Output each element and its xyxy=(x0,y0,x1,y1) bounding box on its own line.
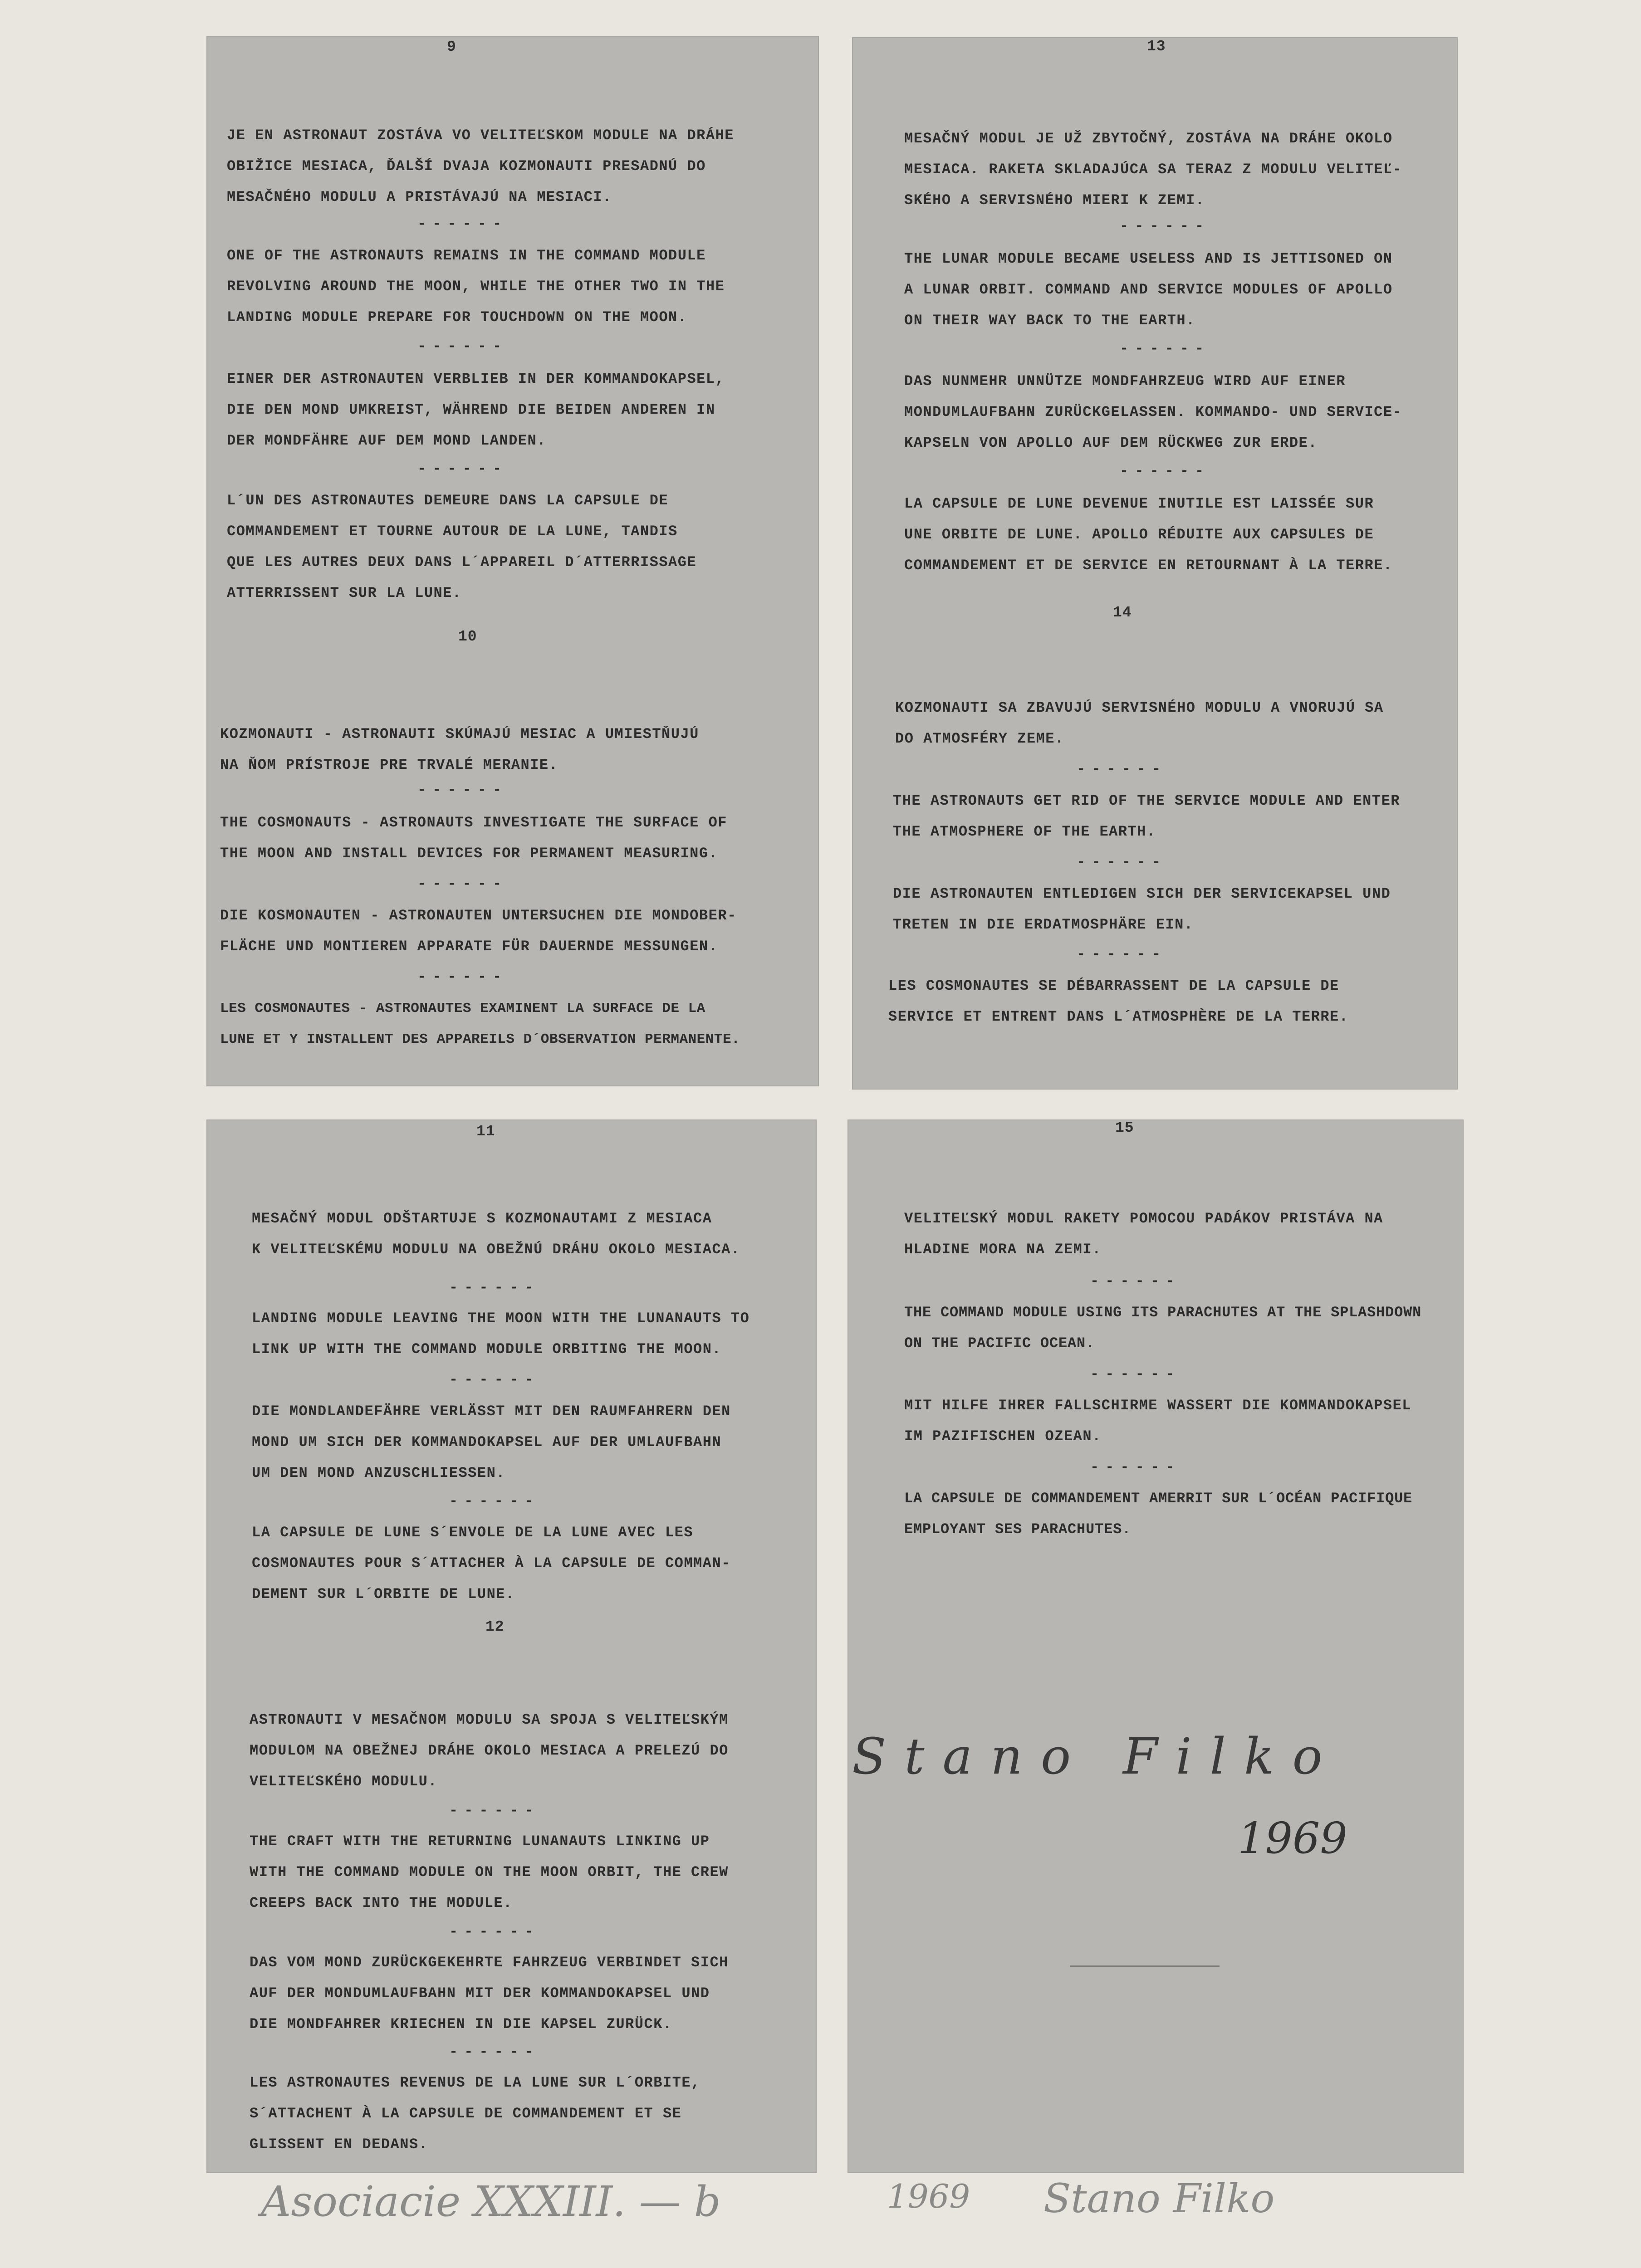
page-number-15: 15 xyxy=(1115,1119,1134,1136)
separator: ------ xyxy=(1120,218,1210,235)
inscription-signature: Stano Filko xyxy=(1043,2175,1275,2222)
paragraph-french-10: LES COSMONAUTES - ASTRONAUTES EXAMINENT LA SURFACE DE LA LUNE ET Y INSTALLENT DES APPAREILS D´OBSERVATION PERMANENTE. xyxy=(220,1001,740,1047)
separator: ------ xyxy=(417,968,508,985)
separator: ------ xyxy=(1077,854,1167,870)
paragraph-german-10: DIE KOSMONAUTEN - ASTRONAUTEN UNTERSUCHEN DIE MONDOBER- FLÄCHE UND MONTIEREN APPARATE FÜR DAUERNDE MESSUNGEN. xyxy=(220,907,737,955)
page-number-9: 9 xyxy=(447,39,456,55)
paragraph-german-14: DIE ASTRONAUTEN ENTLEDIGEN SICH DER SERVICEKAPSEL UND TRETEN IN DIE ERDATMOSPHÄRE EIN. xyxy=(893,885,1391,933)
separator: ------ xyxy=(417,338,508,355)
paragraph-french-14: LES COSMONAUTES SE DÉBARRASSENT DE LA CAPSULE DE SERVICE ET ENTRENT DANS L´ATMOSPHÈRE DE LA TERRE. xyxy=(888,978,1349,1025)
paragraph-english-15: THE COMMAND MODULE USING ITS PARACHUTES AT THE SPLASHDOWN ON THE PACIFIC OCEAN. xyxy=(904,1304,1422,1352)
separator: ------ xyxy=(1077,946,1167,963)
paragraph-english-14: THE ASTRONAUTS GET RID OF THE SERVICE MODULE AND ENTER THE ATMOSPHERE OF THE EARTH. xyxy=(893,792,1400,840)
paragraph-slovak-9: JE EN ASTRONAUT ZOSTÁVA VO VELITEĽSKOM MODULE NA DRÁHE OBIŽICE MESIACA, ĎALŠÍ DVAJA KOZMONAUTI PRESADNÚ DO MESAČNÉHO MODULU A PRISTÁVAJÚ NA MESIACI. xyxy=(227,127,734,205)
separator: ------ xyxy=(417,460,508,477)
paragraph-slovak-14: KOZMONAUTI SA ZBAVUJÚ SERVISNÉHO MODULU A VNORUJÚ SA DO ATMOSFÉRY ZEME. xyxy=(895,699,1384,747)
paragraph-french-12: LES ASTRONAUTES REVENUS DE LA LUNE SUR L´ORBITE, S´ATTACHENT À LA CAPSULE DE COMMANDEMENT ET SE GLISSENT EN DEDANS. xyxy=(250,2074,700,2153)
paragraph-german-15: MIT HILFE IHRER FALLSCHIRME WASSERT DIE KOMMANDOKAPSEL IM PAZIFISCHEN OZEAN. xyxy=(904,1397,1411,1445)
separator: ------ xyxy=(417,215,508,232)
paragraph-slovak-10: KOZMONAUTI - ASTRONAUTI SKÚMAJÚ MESIAC A UMIESTŇUJÚ NA ŇOM PRÍSTROJE PRE TRVALÉ MERANIE. xyxy=(220,726,699,773)
separator: ------ xyxy=(1090,1459,1181,1476)
paragraph-english-13: THE LUNAR MODULE BECAME USELESS AND IS JETTISONED ON A LUNAR ORBIT. COMMAND AND SERVICE MODULES OF APOLLO ON THEIR WAY BACK TO THE EARTH. xyxy=(904,250,1393,329)
paragraph-english-9: ONE OF THE ASTRONAUTS REMAINS IN THE COMMAND MODULE REVOLVING AROUND THE MOON, WHILE THE OTHER TWO IN THE LANDING MODULE PREPARE FOR TOUCHDOWN ON THE MOON. xyxy=(227,247,725,326)
paragraph-english-12: THE CRAFT WITH THE RETURNING LUNANAUTS LINKING UP WITH THE COMMAND MODULE ON THE MOON ORBIT, THE CREW CREEPS BACK INTO THE MODULE. xyxy=(250,1833,729,1911)
paragraph-french-13: LA CAPSULE DE LUNE DEVENUE INUTILE EST LAISSÉE SUR UNE ORBITE DE LUNE. APOLLO RÉDUITE AUX CAPSULES DE COMMANDEMENT ET DE SERVICE EN RETOURNANT À LA TERRE. xyxy=(904,495,1393,574)
page-number-13: 13 xyxy=(1147,38,1166,55)
separator: ------ xyxy=(1120,340,1210,357)
paragraph-slovak-11: MESAČNÝ MODUL ODŠTARTUJE S KOZMONAUTAMI Z MESIACA K VELITEĽSKÉMU MODULU NA OBEŽNÚ DRÁHU OKOLO MESIACA. xyxy=(252,1210,740,1258)
paragraph-french-15: LA CAPSULE DE COMMANDEMENT AMERRIT SUR L´OCÉAN PACIFIQUE EMPLOYANT SES PARACHUTES. xyxy=(904,1490,1413,1538)
inscription-year: 1969 xyxy=(887,2177,970,2215)
separator: ------ xyxy=(449,1493,540,1510)
paragraph-french-9: L´UN DES ASTRONAUTES DEMEURE DANS LA CAPSULE DE COMMANDEMENT ET TOURNE AUTOUR DE LA LUNE, TANDIS QUE LES AUTRES DEUX DANS L´APPAREIL D´ATTERRISSAGE ATTERRISSENT SUR LA LUNE. xyxy=(227,492,697,601)
paragraph-english-11: LANDING MODULE LEAVING THE MOON WITH THE LUNANAUTS TO LINK UP WITH THE COMMAND MODULE ORBITING THE MOON. xyxy=(252,1310,750,1358)
separator: ------ xyxy=(417,782,508,798)
typed-sheet-15 xyxy=(847,1119,1464,2173)
page-number-14: 14 xyxy=(1113,604,1132,621)
separator: ------ xyxy=(417,875,508,892)
paragraph-french-11: LA CAPSULE DE LUNE S´ENVOLE DE LA LUNE AVEC LES COSMONAUTES POUR S´ATTACHER À LA CAPSULE DE COMMAN- DEMENT SUR L´ORBITE DE LUNE. xyxy=(252,1524,731,1603)
paragraph-slovak-12: ASTRONAUTI V MESAČNOM MODULU SA SPOJA S VELITEĽSKÝM MODULOM NA OBEŽNEJ DRÁHE OKOLO MESIACA A PRELEZÚ DO VELITEĽSKÉHO MODULU. xyxy=(250,1711,729,1790)
separator: ------ xyxy=(1120,463,1210,479)
separator: ------ xyxy=(449,1279,540,1296)
paragraph-slovak-13: MESAČNÝ MODUL JE UŽ ZBYTOČNÝ, ZOSTÁVA NA DRÁHE OKOLO MESIACA. RAKETA SKLADAJÚCA SA TERAZ Z MODULU VELITEĽ- SKÉHO A SERVISNÉHO MIERI K ZEMI. xyxy=(904,130,1402,209)
handwritten-signature: Stano Filko xyxy=(852,1727,1341,1785)
separator: ------ xyxy=(449,1923,540,1940)
separator: ------ xyxy=(449,2043,540,2060)
paragraph-german-9: EINER DER ASTRONAUTEN VERBLIEB IN DER KOMMANDOKAPSEL, DIE DEN MOND UMKREIST, WÄHREND DIE BEIDEN ANDEREN IN DER MONDFÄHRE AUF DEM MOND LANDEN. xyxy=(227,371,725,449)
handwritten-year: 1969 xyxy=(1238,1813,1347,1863)
paragraph-slovak-15: VELITEĽSKÝ MODUL RAKETY POMOCOU PADÁKOV PRISTÁVA NA HLADINE MORA NA ZEMI. xyxy=(904,1210,1383,1258)
pencil-line xyxy=(1070,1965,1220,1967)
typed-sheet-13-14 xyxy=(852,37,1458,1090)
typed-sheet-9-10 xyxy=(206,36,819,1086)
inscription-title: Asociacie XXXIII. — b xyxy=(261,2177,721,2226)
page-number-10: 10 xyxy=(458,628,477,645)
paragraph-german-11: DIE MONDLANDEFÄHRE VERLÄSST MIT DEN RAUMFAHRERN DEN MOND UM SICH DER KOMMANDOKAPSEL AUF DER UMLAUFBAHN UM DEN MOND ANZUSCHLIESSEN. xyxy=(252,1403,731,1481)
paragraph-german-13: DAS NUNMEHR UNNÜTZE MONDFAHRZEUG WIRD AUF EINER MONDUMLAUFBAHN ZURÜCKGELASSEN. KOMMANDO- UND SERVICE- KAPSELN VON APOLLO AUF DEM RÜCKWEG ZUR ERDE. xyxy=(904,373,1402,451)
separator: ------ xyxy=(449,1802,540,1819)
page-number-11: 11 xyxy=(476,1123,495,1140)
separator: ------ xyxy=(449,1371,540,1388)
separator: ------ xyxy=(1090,1273,1181,1290)
typed-sheet-11-12 xyxy=(206,1119,817,2173)
separator: ------ xyxy=(1077,761,1167,777)
separator: ------ xyxy=(1090,1366,1181,1383)
page-number-12: 12 xyxy=(485,1618,505,1635)
paragraph-german-12: DAS VOM MOND ZURÜCKGEKEHRTE FAHRZEUG VERBINDET SICH AUF DER MONDUMLAUFBAHN MIT DER KOMMANDOKAPSEL UND DIE MONDFAHRER KRIECHEN IN DIE KAPSEL ZURÜCK. xyxy=(250,1954,729,2033)
paragraph-english-10: THE COSMONAUTS - ASTRONAUTS INVESTIGATE THE SURFACE OF THE MOON AND INSTALL DEVICES FOR PERMANENT MEASURING. xyxy=(220,814,727,862)
